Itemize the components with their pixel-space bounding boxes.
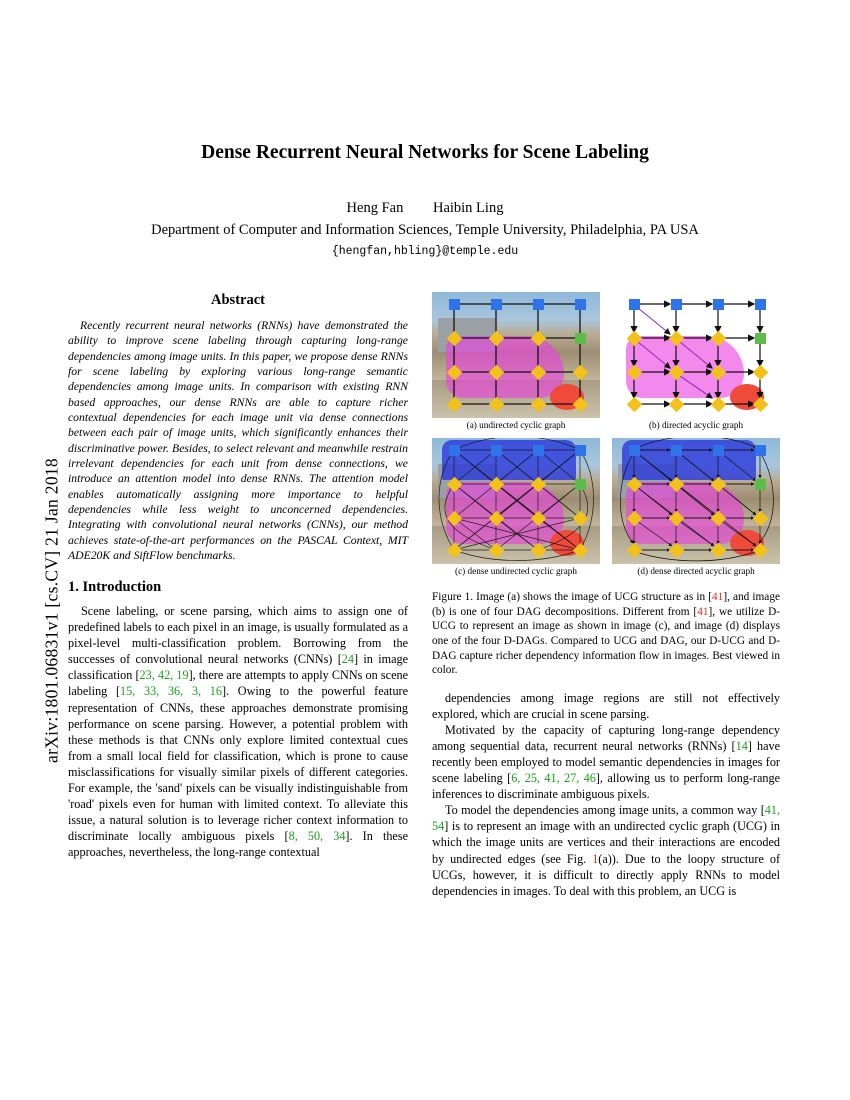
text-run: ]. In these approaches, nevertheless, the long-range contextual <box>68 828 408 859</box>
text-run: ], we utilize D-UCG to represent an image as shown in image (c), and image (d) displays one of the four D-DAGs. Compared to UCG and DAG, our D-UCG and D-DAG capture richer dependency information flow in images. Best viewed in color. <box>432 605 780 677</box>
text-run: ], allowing us to perform long-range inferences to discriminate ambiguous pixels. <box>432 771 780 802</box>
abstract-text: Recently recurrent neural networks (RNNs) have demonstrated the ability to improve scene labeling through capturing long-range dependencies among image units. In this paper, we propose dense RNNs for scene labeling by exploring various long-range semantic dependencies among image units. In comparison with existing RNN based approaches, our dense RNNs are able to capture richer contextual dependencies for each image unit via dense connections between each pair of image units, which significantly enhances their discriminative power. Besides, to select relevant and meanwhile restrain irrelevant dependencies for each unit from dense connections, we introduce an attention model into dense RNNs. The attention model enables automatically assigning more importance to helpful dependencies while less weight to unconcerned dependencies. Integrating with convolutional neural networks (CNNs), our method achieves state-of-the-art performances on the PASCAL Context, MIT ADE20K and SiftFlow benchmarks. <box>68 319 408 562</box>
text-run: Motivated by the capacity of capturing long-range dependency among sequential data, recurrent neural networks (RNNs) [ <box>432 723 780 754</box>
author-1: Heng Fan <box>346 200 404 216</box>
intro-paragraph-1 <box>68 603 408 860</box>
figure-caption <box>432 590 780 678</box>
figure-subpanel-d <box>612 438 780 584</box>
text-run: ], and image (b) is one of four DAG decompositions. Different from [ <box>432 591 780 618</box>
citation: 15, 33, 36, 3, 16 <box>120 684 222 699</box>
figure-image-c <box>432 438 600 564</box>
citation: 14 <box>735 739 748 754</box>
text-run: Figure 1. Image (a) shows the image of UCG structure as in [ <box>432 591 713 603</box>
text-run: ] in image classification [ <box>68 652 408 683</box>
abstract-heading: Abstract <box>211 292 265 308</box>
figure-subpanel-a <box>432 292 600 438</box>
arxiv-stamp: arXiv:1801.06831v1 [cs.CV] 21 Jan 2018 <box>41 458 62 763</box>
text-run: ], there are attempts to apply CNNs on scene labeling [ <box>68 668 408 699</box>
text-run: ]. Owing to the powerful feature representation of CNNs, these approaches demonstrate promising performance on scene parsing. However, a potential problem with these methods is that CNNs only explore limited contextual cues from a small local field for classification, which is prone to cause misclassifications for visually similar pixels of different categories. For example, the 'sand' pixels can be visually indistinguishable from 'road' pixels even for human with limited context. To alleviate this issue, a natural solution is to leverage richer context information to discriminate locally ambiguous pixels [ <box>68 684 409 843</box>
left-column <box>68 292 408 860</box>
figure-image-d <box>612 438 780 564</box>
author-2: Haibin Ling <box>432 200 504 216</box>
citation: 6, 25, 41, 27, 46 <box>511 771 596 786</box>
figure-reference: 1 <box>592 851 599 866</box>
right-paragraph-3 <box>432 802 780 898</box>
citation: 41, 54 <box>432 803 780 834</box>
text-run: ] is to represent an image with an undirected cyclic graph (UCG) in which the image units are vertices and their interactions are encoded by undirected edges (see Fig. <box>432 819 780 866</box>
citation: 8, 50, 34 <box>288 828 346 843</box>
citation: 41 <box>712 591 724 603</box>
right-column <box>432 292 780 899</box>
text-run: ] have recently been employed to model semantic dependencies in images for scene labeling [ <box>432 739 780 786</box>
figure-subpanel-c <box>432 438 600 584</box>
text-run: (a)). Due to the loopy structure of UCGs, however, it is difficult to directly apply RNNs to model dependencies in images. To deal with this problem, an UCG is <box>432 851 781 898</box>
page-title: Dense Recurrent Neural Networks for Scene Labeling <box>201 142 649 163</box>
figure-subcaption-a: (a) undirected cyclic graph <box>466 420 566 430</box>
affiliation: Department of Computer and Information Sciences, Temple University, Philadelphia, PA USA <box>151 222 699 238</box>
citation: 24 <box>341 652 354 667</box>
figure-subcaption-d: (d) dense directed acyclic graph <box>637 566 755 576</box>
text-run: Scene labeling, or scene parsing, which aims to assign one of predefined labels to each pixel in an image, is usually formulated as a pixel-level multi-classification problem. Borrowing from the successes of convolutional neural networks (CNNs) [ <box>68 604 408 667</box>
figure-image-b <box>612 292 780 418</box>
citation: 41 <box>697 605 709 618</box>
figure-subcaption-b: (b) directed acyclic graph <box>648 420 744 430</box>
figure-subcaption-c: (c) dense undirected cyclic graph <box>455 566 577 576</box>
author-list <box>60 200 790 217</box>
figure-1 <box>432 292 780 678</box>
author-email: {hengfan,hbling}@temple.edu <box>331 245 519 258</box>
section-heading-introduction: 1. Introduction <box>68 579 162 596</box>
text-run: To model the dependencies among image units, a common way [ <box>445 803 765 818</box>
right-paragraph-1: dependencies among image regions are still not effectively explored, which are crucial in scene parsing. <box>432 691 780 722</box>
figure-image-a <box>432 292 600 418</box>
right-paragraph-2 <box>432 722 780 802</box>
citation: 23, 42, 19 <box>139 668 189 683</box>
figure-subpanel-b <box>612 292 780 438</box>
